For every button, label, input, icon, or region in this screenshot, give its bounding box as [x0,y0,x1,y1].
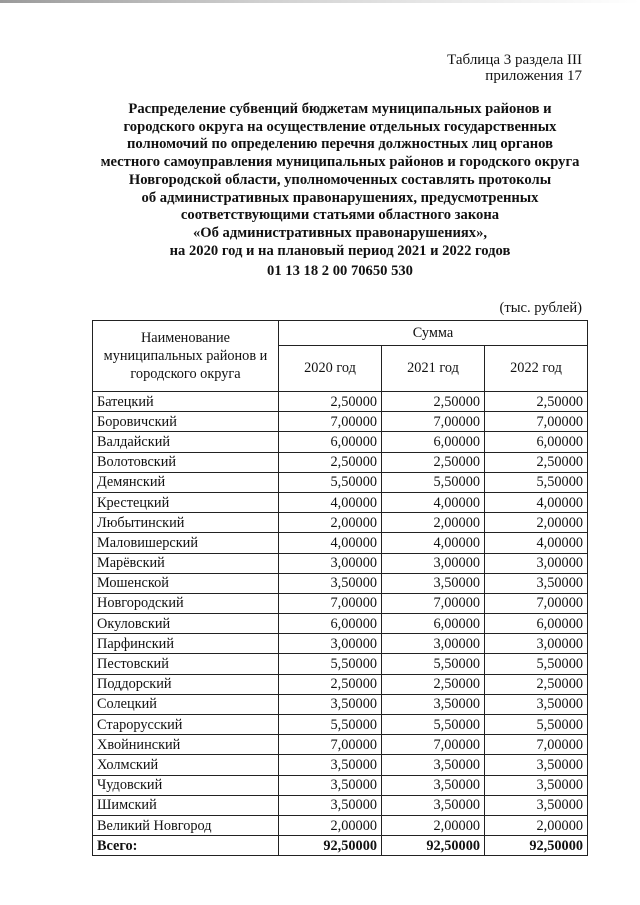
district-name: Маловишерский [93,533,279,553]
amount-2020: 2,50000 [279,452,382,472]
table-row [93,513,588,533]
amount-2021: 3,00000 [382,634,485,654]
amount-2021: 5,50000 [382,654,485,674]
amount-2021: 7,00000 [382,412,485,432]
district-name: Чудовский [93,775,279,795]
table-row [93,674,588,694]
header-sum: Сумма [279,321,588,346]
table-row [93,715,588,735]
document-title [60,101,620,260]
amount-2020: 5,50000 [279,715,382,735]
amount-2022: 5,50000 [485,472,588,492]
district-name: Шимский [93,795,279,815]
header-name: Наименование муниципальных районов и городского округа [93,321,279,392]
amount-2022: 4,00000 [485,492,588,512]
district-name: Пестовский [93,654,279,674]
table-row [93,452,588,472]
amount-2022: 5,50000 [485,715,588,735]
amount-2020: 6,00000 [279,432,382,452]
district-name: Демянский [93,472,279,492]
district-name: Новгородский [93,593,279,613]
district-name: Боровичский [93,412,279,432]
amount-2020: 92,50000 [279,836,382,856]
district-name: Старорусский [93,715,279,735]
header-year-2021: 2021 год [382,346,485,392]
amount-2022: 2,50000 [485,392,588,412]
table-body [93,392,588,856]
amount-2022: 92,50000 [485,836,588,856]
amount-2022: 7,00000 [485,593,588,613]
amount-2022: 3,50000 [485,694,588,714]
table-reference [447,52,582,84]
table-row [93,553,588,573]
district-name: Мошенской [93,573,279,593]
table-row [93,654,588,674]
amount-2021: 3,50000 [382,795,485,815]
amount-2021: 3,50000 [382,694,485,714]
table-row [93,392,588,412]
amount-2022: 2,50000 [485,674,588,694]
district-name: Всего: [93,836,279,856]
amount-2020: 3,50000 [279,795,382,815]
amount-2021: 2,50000 [382,674,485,694]
table-row [93,573,588,593]
reference-line-2: приложения 17 [485,68,582,84]
amount-2020: 6,00000 [279,614,382,634]
title-line: на 2020 год и на плановый период 2021 и 2022 годов [169,242,511,259]
amount-2022: 3,50000 [485,573,588,593]
amount-2020: 3,00000 [279,553,382,573]
title-line: Новгородской области, уполномоченных составлять протоколы [128,171,552,188]
amount-2020: 4,00000 [279,492,382,512]
amount-2022: 4,00000 [485,533,588,553]
amount-2022: 3,00000 [485,553,588,573]
amount-2020: 7,00000 [279,593,382,613]
amount-2021: 5,50000 [382,715,485,735]
table-row [93,775,588,795]
amount-2022: 3,00000 [485,634,588,654]
amount-2022: 7,00000 [485,412,588,432]
amount-2021: 2,00000 [382,815,485,835]
amount-2020: 7,00000 [279,412,382,432]
amount-2020: 3,00000 [279,634,382,654]
district-name: Валдайский [93,432,279,452]
table-row [93,694,588,714]
amount-2022: 5,50000 [485,654,588,674]
amount-2022: 6,00000 [485,614,588,634]
amount-2022: 7,00000 [485,735,588,755]
amount-2021: 7,00000 [382,593,485,613]
title-line: Распределение субвенций бюджетам муниципальных районов и [128,101,552,117]
title-line: местного самоуправления муниципальных районов и городского округа [100,154,580,171]
total-row [93,836,588,856]
amount-2021: 92,50000 [382,836,485,856]
amount-2021: 4,00000 [382,533,485,553]
amount-2020: 2,50000 [279,392,382,412]
amount-2022: 3,50000 [485,775,588,795]
amount-2020: 5,50000 [279,654,382,674]
amount-2020: 2,00000 [279,815,382,835]
amount-2020: 2,50000 [279,674,382,694]
amount-2022: 3,50000 [485,795,588,815]
scan-edge [0,0,640,3]
district-name: Волотовский [93,452,279,472]
amount-2022: 2,00000 [485,815,588,835]
amount-2021: 5,50000 [382,472,485,492]
table-row [93,492,588,512]
title-line: полномочий по определению перечня должностных лиц органов [127,136,553,153]
subvention-table [92,320,588,856]
table-row [93,472,588,492]
budget-code: 01 13 18 2 00 70650 530 [267,263,413,279]
table-row [93,735,588,755]
amount-2021: 3,50000 [382,775,485,795]
amount-2020: 5,50000 [279,472,382,492]
header-year-2022: 2022 год [485,346,588,392]
amount-2022: 6,00000 [485,432,588,452]
table-row [93,634,588,654]
amount-2021: 6,00000 [382,614,485,634]
title-line: об административных правонарушениях, предусмотренных [141,189,539,206]
title-line: «Об административных правонарушениях», [192,224,488,241]
district-name: Крестецкий [93,492,279,512]
amount-2021: 2,50000 [382,392,485,412]
reference-line-1: Таблица 3 раздела III [447,52,582,68]
amount-2021: 2,00000 [382,513,485,533]
table-row [93,593,588,613]
district-name: Поддорский [93,674,279,694]
amount-2020: 3,50000 [279,775,382,795]
amount-2022: 2,00000 [485,513,588,533]
district-name: Солецкий [93,694,279,714]
district-name: Холмский [93,755,279,775]
amount-2021: 6,00000 [382,432,485,452]
table-row [93,533,588,553]
header-year-2020: 2020 год [279,346,382,392]
district-name: Окуловский [93,614,279,634]
table-row [93,815,588,835]
amount-2020: 4,00000 [279,533,382,553]
amount-2020: 3,50000 [279,694,382,714]
amount-2021: 2,50000 [382,452,485,472]
amount-2021: 3,00000 [382,553,485,573]
table-row [93,755,588,775]
amount-2020: 2,00000 [279,513,382,533]
amount-2022: 2,50000 [485,452,588,472]
district-name: Парфинский [93,634,279,654]
district-name: Марёвский [93,553,279,573]
amount-2020: 3,50000 [279,573,382,593]
table-row [93,432,588,452]
amount-2021: 3,50000 [382,573,485,593]
amount-2022: 3,50000 [485,755,588,775]
table-row [93,795,588,815]
amount-2020: 3,50000 [279,755,382,775]
table-row [93,412,588,432]
district-name: Хвойнинский [93,735,279,755]
units-note: (тыс. рублей) [499,300,582,316]
amount-2021: 7,00000 [382,735,485,755]
district-name: Любытинский [93,513,279,533]
district-name: Великий Новгород [93,815,279,835]
title-line: соответствующими статьями областного закона [180,207,500,224]
title-line: городского округа на осуществление отдельных государственных [123,118,557,135]
amount-2021: 4,00000 [382,492,485,512]
district-name: Батецкий [93,392,279,412]
amount-2021: 3,50000 [382,755,485,775]
amount-2020: 7,00000 [279,735,382,755]
table-row [93,614,588,634]
